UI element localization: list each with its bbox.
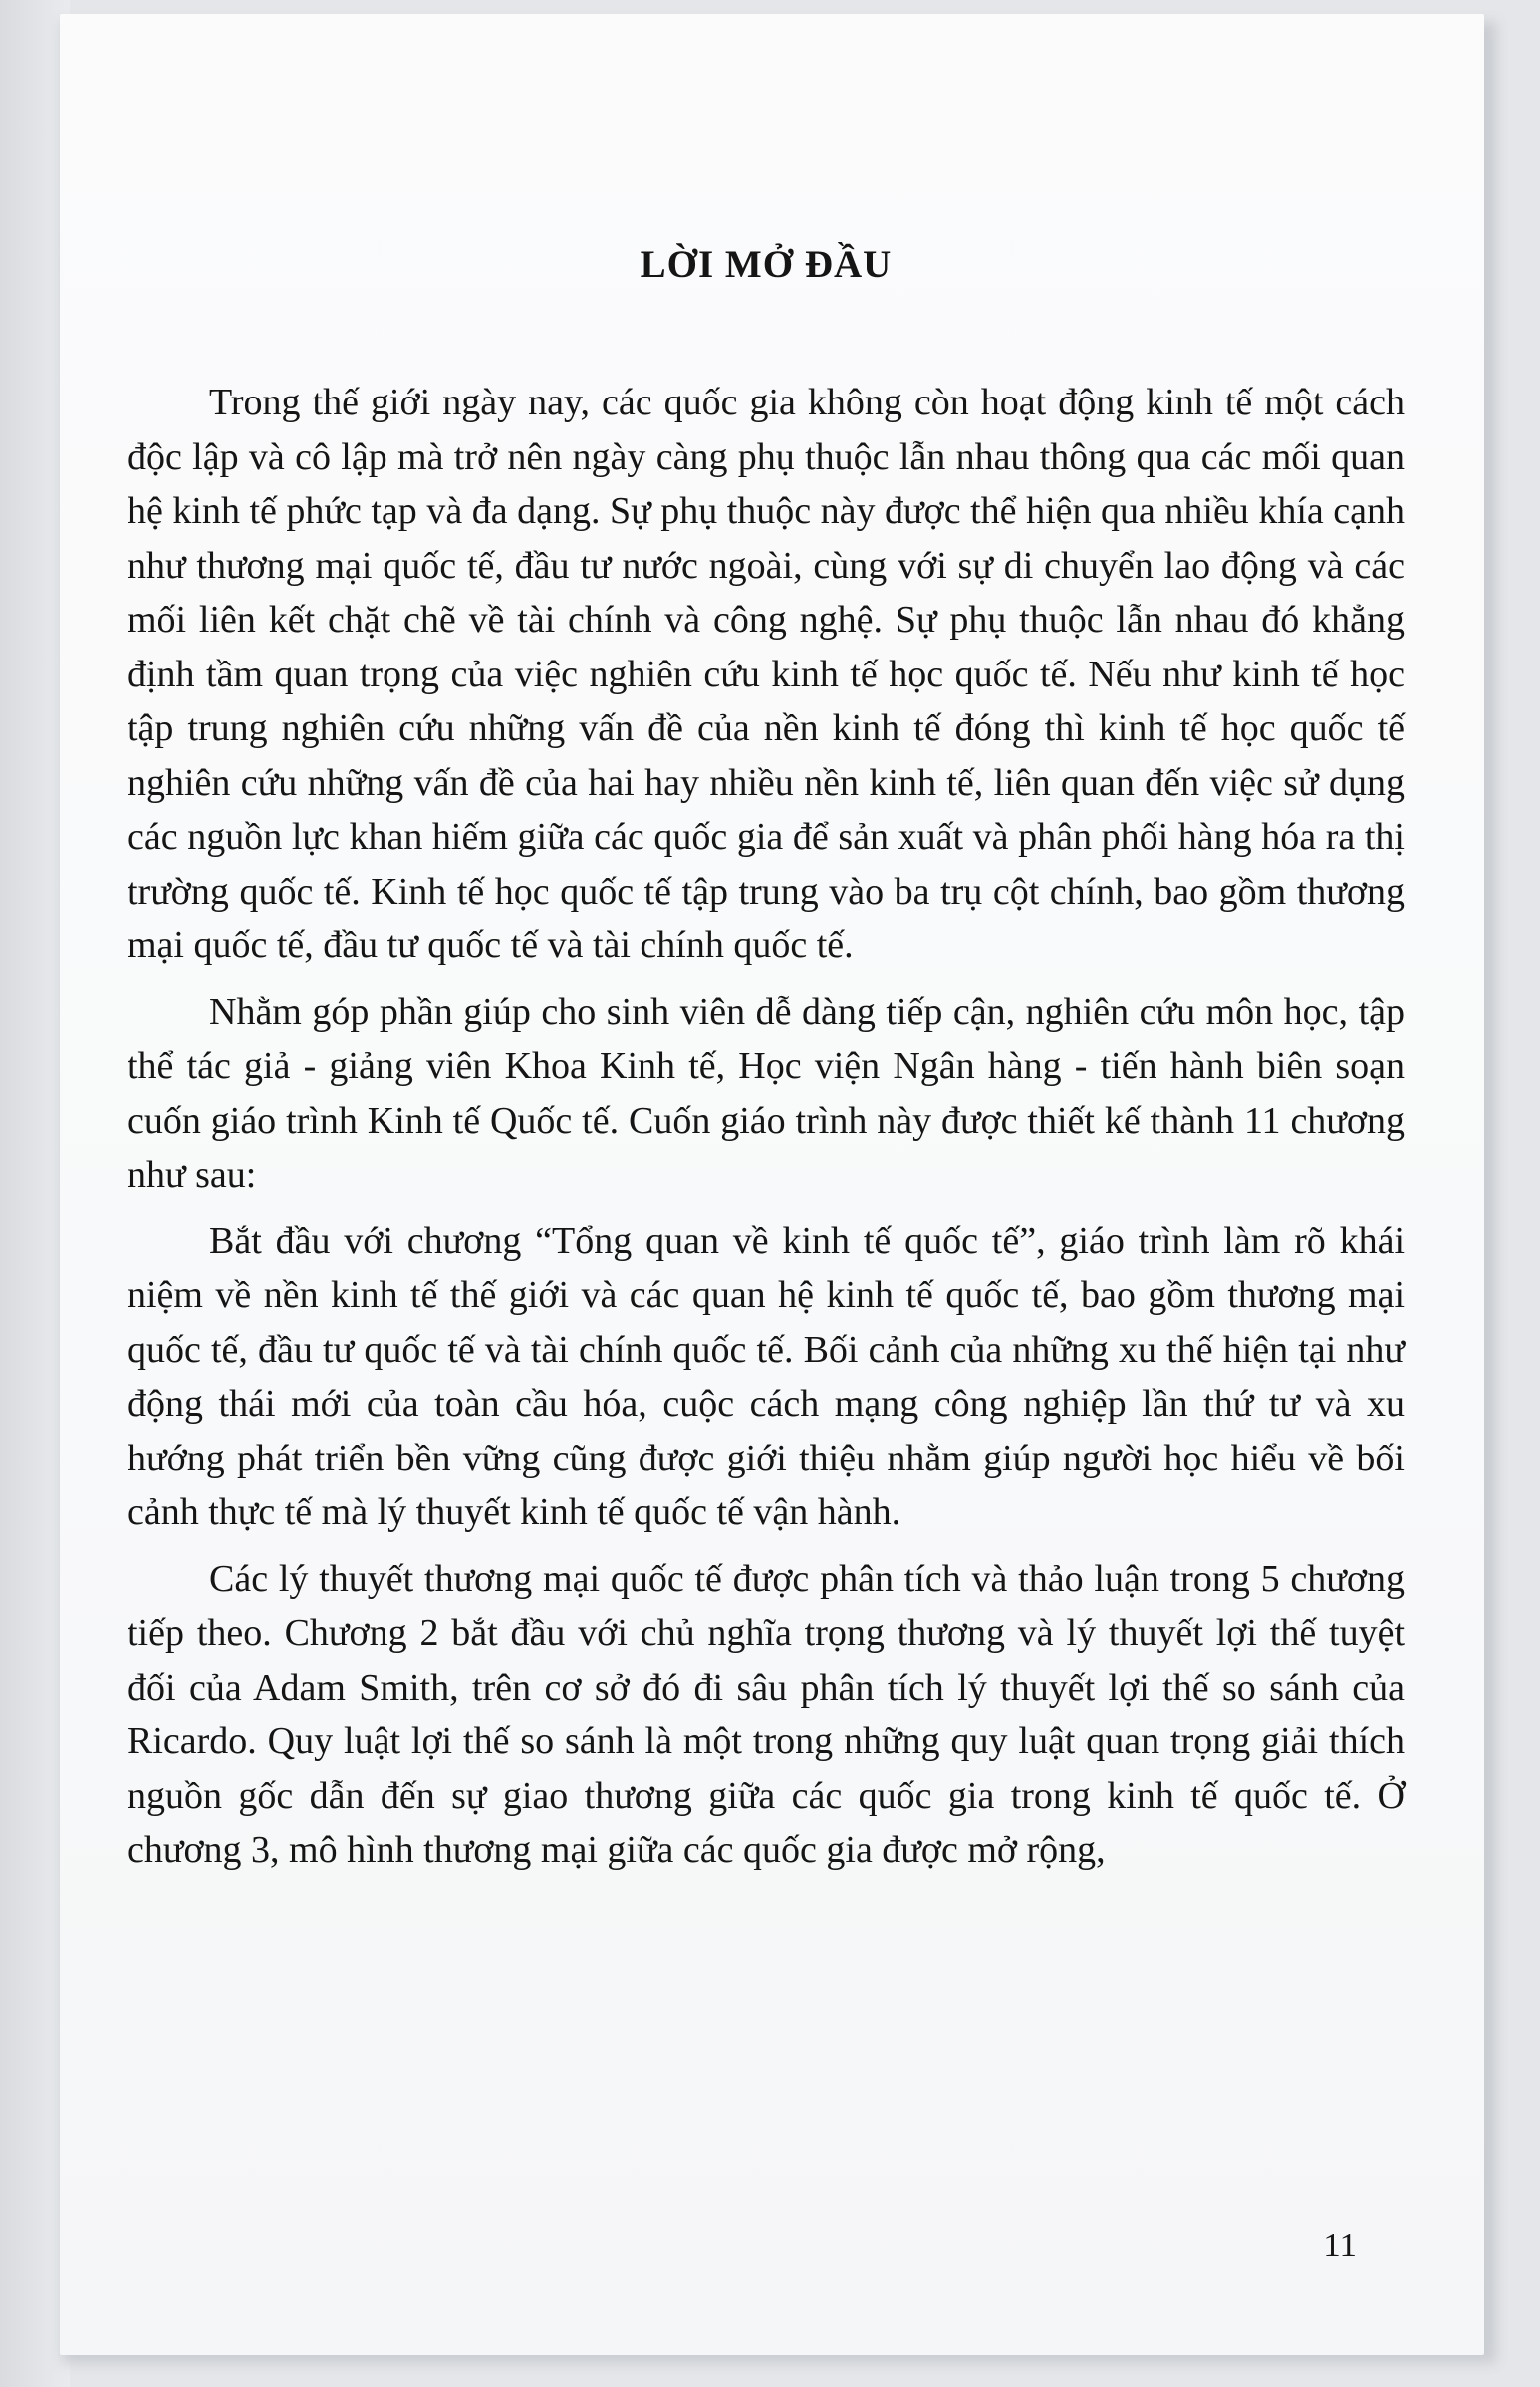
paragraph-4: Các lý thuyết thương mại quốc tế được phân tích và thảo luận trong 5 chương tiếp theo. Chương 2 bắt đầu với chủ nghĩa trọng thương và lý thuyết lợi thế tuyệt đối của Adam Smith, trên cơ sở đó đi sâu phân tích lý thuyết lợi thế so sánh của Ricardo. Quy luật lợi thế so sánh là một trong những quy luật quan trọng giải thích nguồn gốc dẫn đến sự giao thương giữa các quốc gia trong kinh tế quốc tế. Ở chương 3, mô hình thương mại giữa các quốc gia được mở rộng, xyxy=(128,1557,1405,1871)
paragraph-1: Trong thế giới ngày nay, các quốc gia không còn hoạt động kinh tế một cách độc lập và cô lập mà trở nên ngày càng phụ thuộc lẫn nhau thông qua các mối quan hệ kinh tế phức tạp và đa dạng. Sự phụ thuộc này được thể hiện qua nhiều khía cạnh như thương mại quốc tế, đầu tư nước ngoài, cùng với sự di chuyển lao động và các mối liên kết chặt chẽ về tài chính và công nghệ. Sự phụ thuộc lẫn nhau đó khẳng định tầm quan trọng của việc nghiên cứu kinh tế học quốc tế. Nếu như kinh tế học tập trung nghiên cứu những vấn đề của nền kinh tế đóng thì kinh tế học quốc tế nghiên cứu những vấn đề của hai hay nhiều nền kinh tế, liên quan đến việc sử dụng các nguồn lực khan hiếm giữa các quốc gia để sản xuất và phân phối hàng hóa ra thị trường quốc tế. Kinh tế học quốc tế tập trung vào ba trụ cột chính, bao gồm thương mại quốc tế, đầu tư quốc tế và tài chính quốc tế. xyxy=(128,382,1405,966)
paragraph-3: Bắt đầu với chương “Tổng quan về kinh tế quốc tế”, giáo trình làm rõ khái niệm về nền kinh tế thế giới và các quan hệ kinh tế quốc tế, bao gồm thương mại quốc tế, đầu tư quốc tế và tài chính quốc tế. Bối cảnh của những xu thế hiện tại như động thái mới của toàn cầu hóa, cuộc cách mạng công nghiệp lần thứ tư và xu hướng phát triển bền vững cũng được giới thiệu nhằm giúp người học hiểu về bối cảnh thực tế mà lý thuyết kinh tế quốc tế vận hành. xyxy=(128,1219,1405,1533)
book-page xyxy=(60,14,1484,2355)
page-title: LỜI MỞ ĐẦU xyxy=(640,243,893,286)
paragraph-2: Nhằm góp phần giúp cho sinh viên dễ dàng tiếp cận, nghiên cứu môn học, tập thể tác giả - giảng viên Khoa Kinh tế, Học viện Ngân hàng - tiến hành biên soạn cuốn giáo trình Kinh tế Quốc tế. Cuốn giáo trình này được thiết kế thành 11 chương như sau: xyxy=(128,990,1405,1195)
page-number: 11 xyxy=(1323,2226,1357,2264)
page-content xyxy=(128,233,1405,1890)
